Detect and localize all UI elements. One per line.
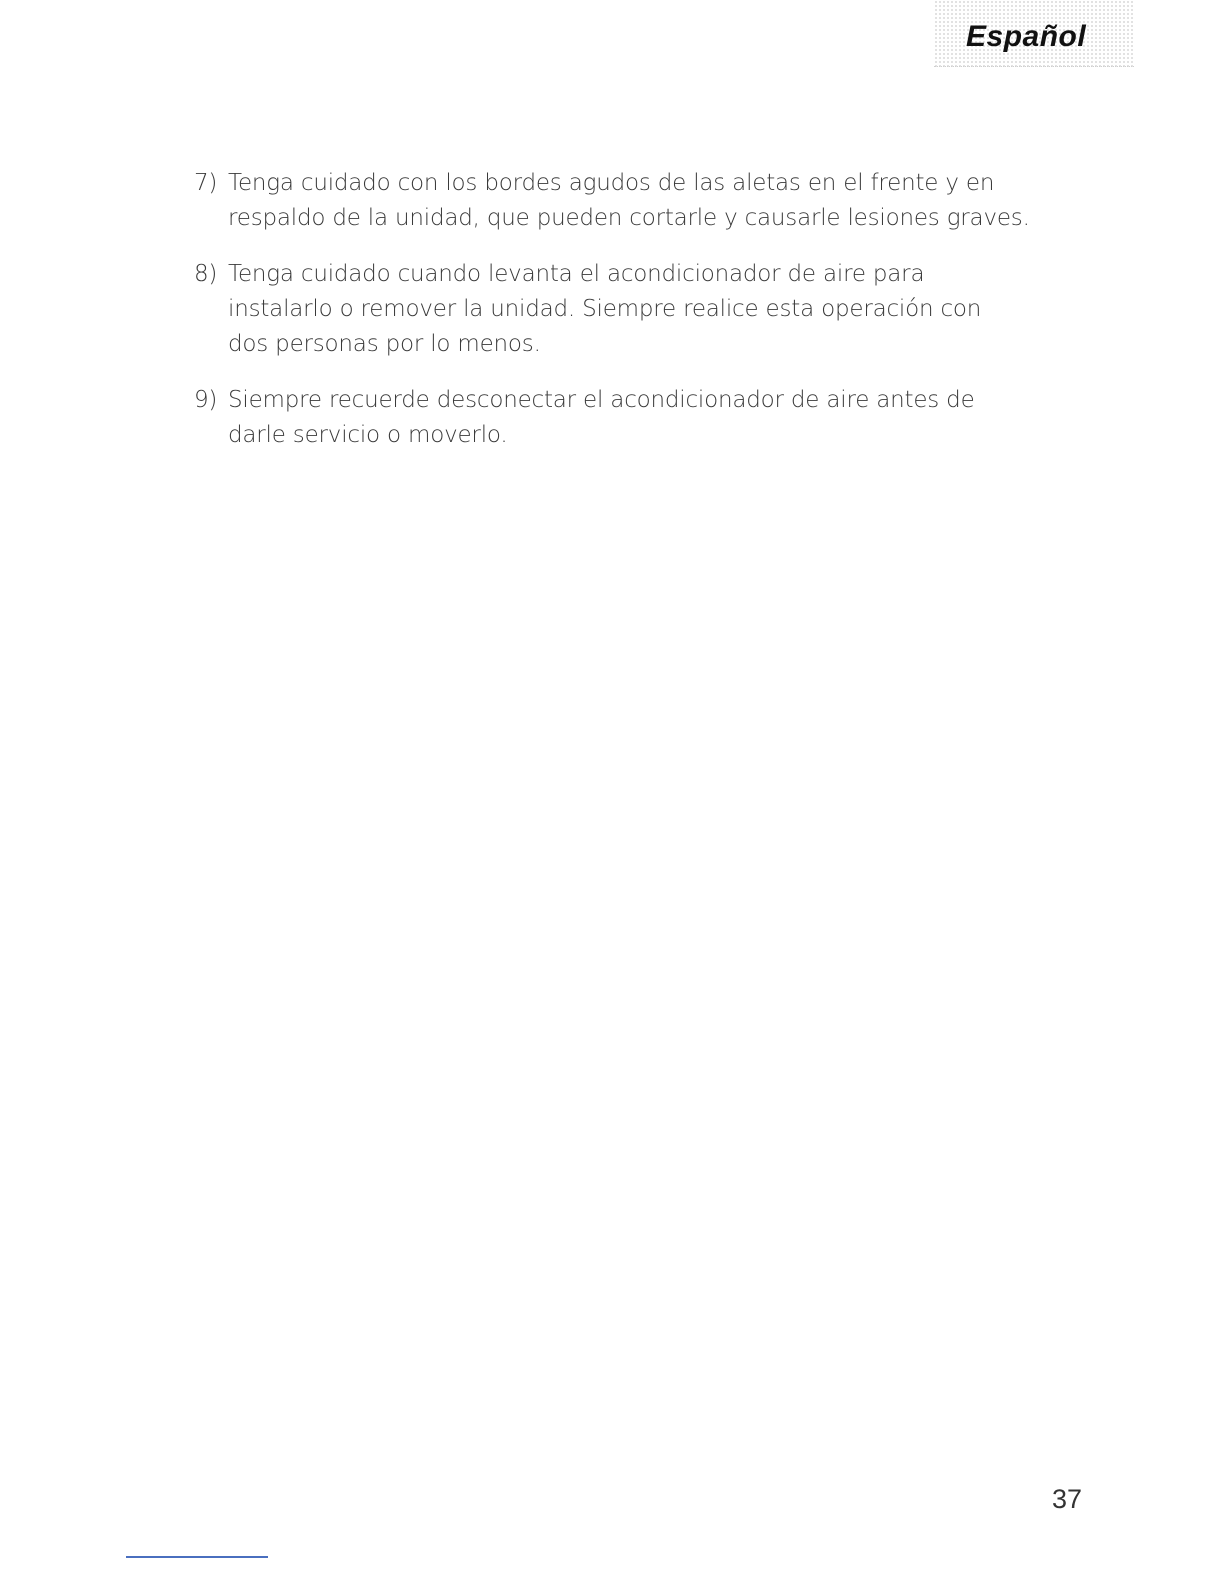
safety-instructions-list: [194, 166, 1094, 453]
footer-rule: [126, 1556, 268, 1558]
item-line: darle servicio o moverlo.: [228, 422, 508, 448]
item-line: Siempre recuerde desconectar el acondicionador de aire antes de: [228, 387, 975, 413]
item-line: instalarlo o remover la unidad. Siempre realice esta operación con: [228, 296, 982, 322]
item-number: 9): [194, 387, 218, 413]
language-tab-label: Español: [966, 20, 1087, 53]
list-item: [194, 257, 1094, 362]
item-number: 8): [194, 261, 218, 287]
page-number: 37: [1052, 1484, 1083, 1514]
list-item: [194, 383, 1094, 453]
item-line: Tenga cuidado con los bordes agudos de las aletas en el frente y en: [228, 170, 995, 196]
list-item: [194, 166, 1094, 236]
item-line: dos personas por lo menos.: [228, 331, 541, 357]
item-text: [228, 383, 1094, 453]
item-text: [228, 257, 1094, 362]
item-number: 7): [194, 170, 218, 196]
item-line: Tenga cuidado cuando levanta el acondicionador de aire para: [228, 261, 925, 287]
item-text: [228, 166, 1094, 236]
item-line: respaldo de la unidad, que pueden cortarle y causarle lesiones graves.: [228, 205, 1030, 231]
